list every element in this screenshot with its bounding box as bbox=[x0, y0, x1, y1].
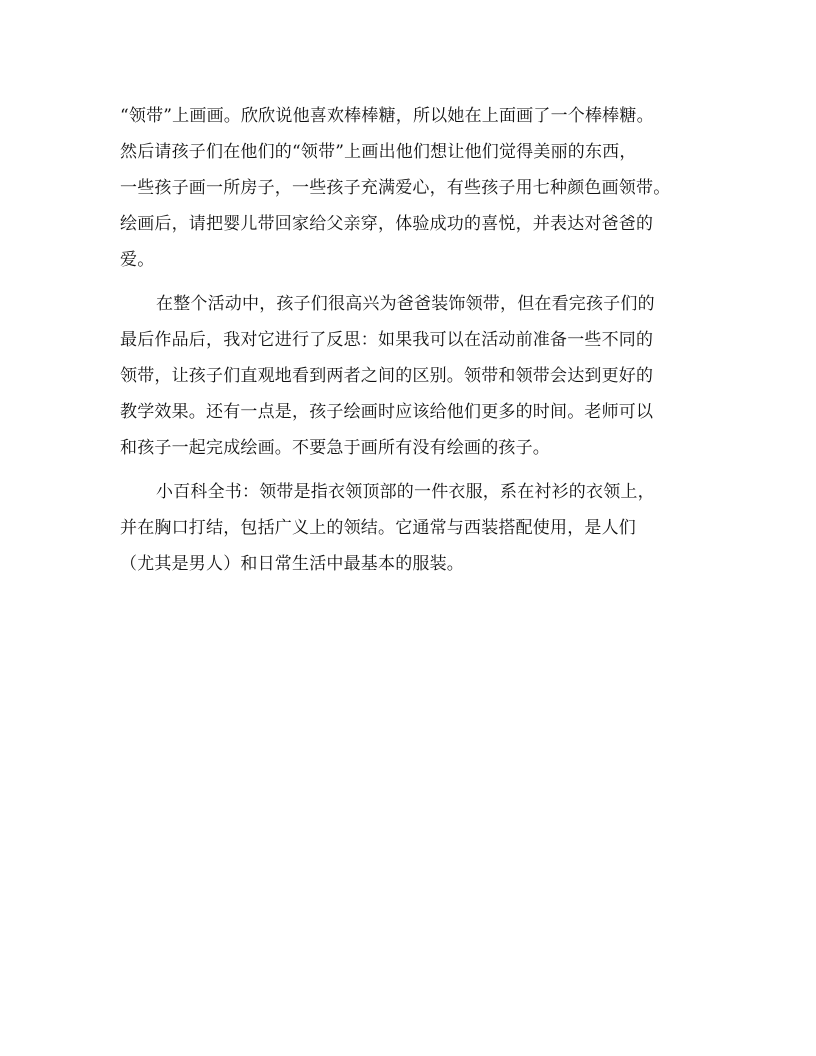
paragraph-line: 教学效果。还有一点是，孩子绘画时应该给他们更多的时间。老师可以 bbox=[120, 402, 654, 422]
paragraph-line: 最后作品后，我对它进行了反思：如果我可以在活动前准备一些不同的 bbox=[120, 330, 654, 350]
paragraph-line: （尤其是男人）和日常生活中最基本的服装。 bbox=[120, 554, 464, 574]
document-body bbox=[120, 98, 696, 590]
paragraph-line: 然后请孩子们在他们的“领带”上画出他们想让他们觉得美丽的东西， bbox=[120, 142, 637, 162]
paragraph-2 bbox=[120, 286, 696, 466]
paragraph-line: “领带”上画画。欣欣说他喜欢棒棒糖，所以她在上面画了一个棒棒糖。 bbox=[120, 106, 654, 126]
paragraph-line: 和孩子一起完成绘画。不要急于画所有没有绘画的孩子。 bbox=[120, 438, 550, 458]
paragraph-line: 一些孩子画一所房子，一些孩子充满爱心，有些孩子用七种颜色画领带。 bbox=[120, 178, 671, 198]
paragraph-line: 并在胸口打结，包括广义上的领结。它通常与西装搭配使用，是人们 bbox=[120, 518, 636, 538]
paragraph-3 bbox=[120, 474, 696, 582]
paragraph-line: 领带，让孩子们直观地看到两者之间的区别。领带和领带会达到更好的 bbox=[120, 366, 654, 386]
paragraph-line: 在整个活动中，孩子们很高兴为爸爸装饰领带，但在看完孩子们的 bbox=[156, 294, 655, 314]
paragraph-line: 绘画后，请把婴儿带回家给父亲穿，体验成功的喜悦，并表达对爸爸的 bbox=[120, 214, 654, 234]
paragraph-line: 爱。 bbox=[120, 250, 155, 270]
paragraph-line: 小百科全书：领带是指衣领顶部的一件衣服，系在衬衫的衣领上， bbox=[156, 482, 655, 502]
paragraph-1 bbox=[120, 98, 696, 278]
